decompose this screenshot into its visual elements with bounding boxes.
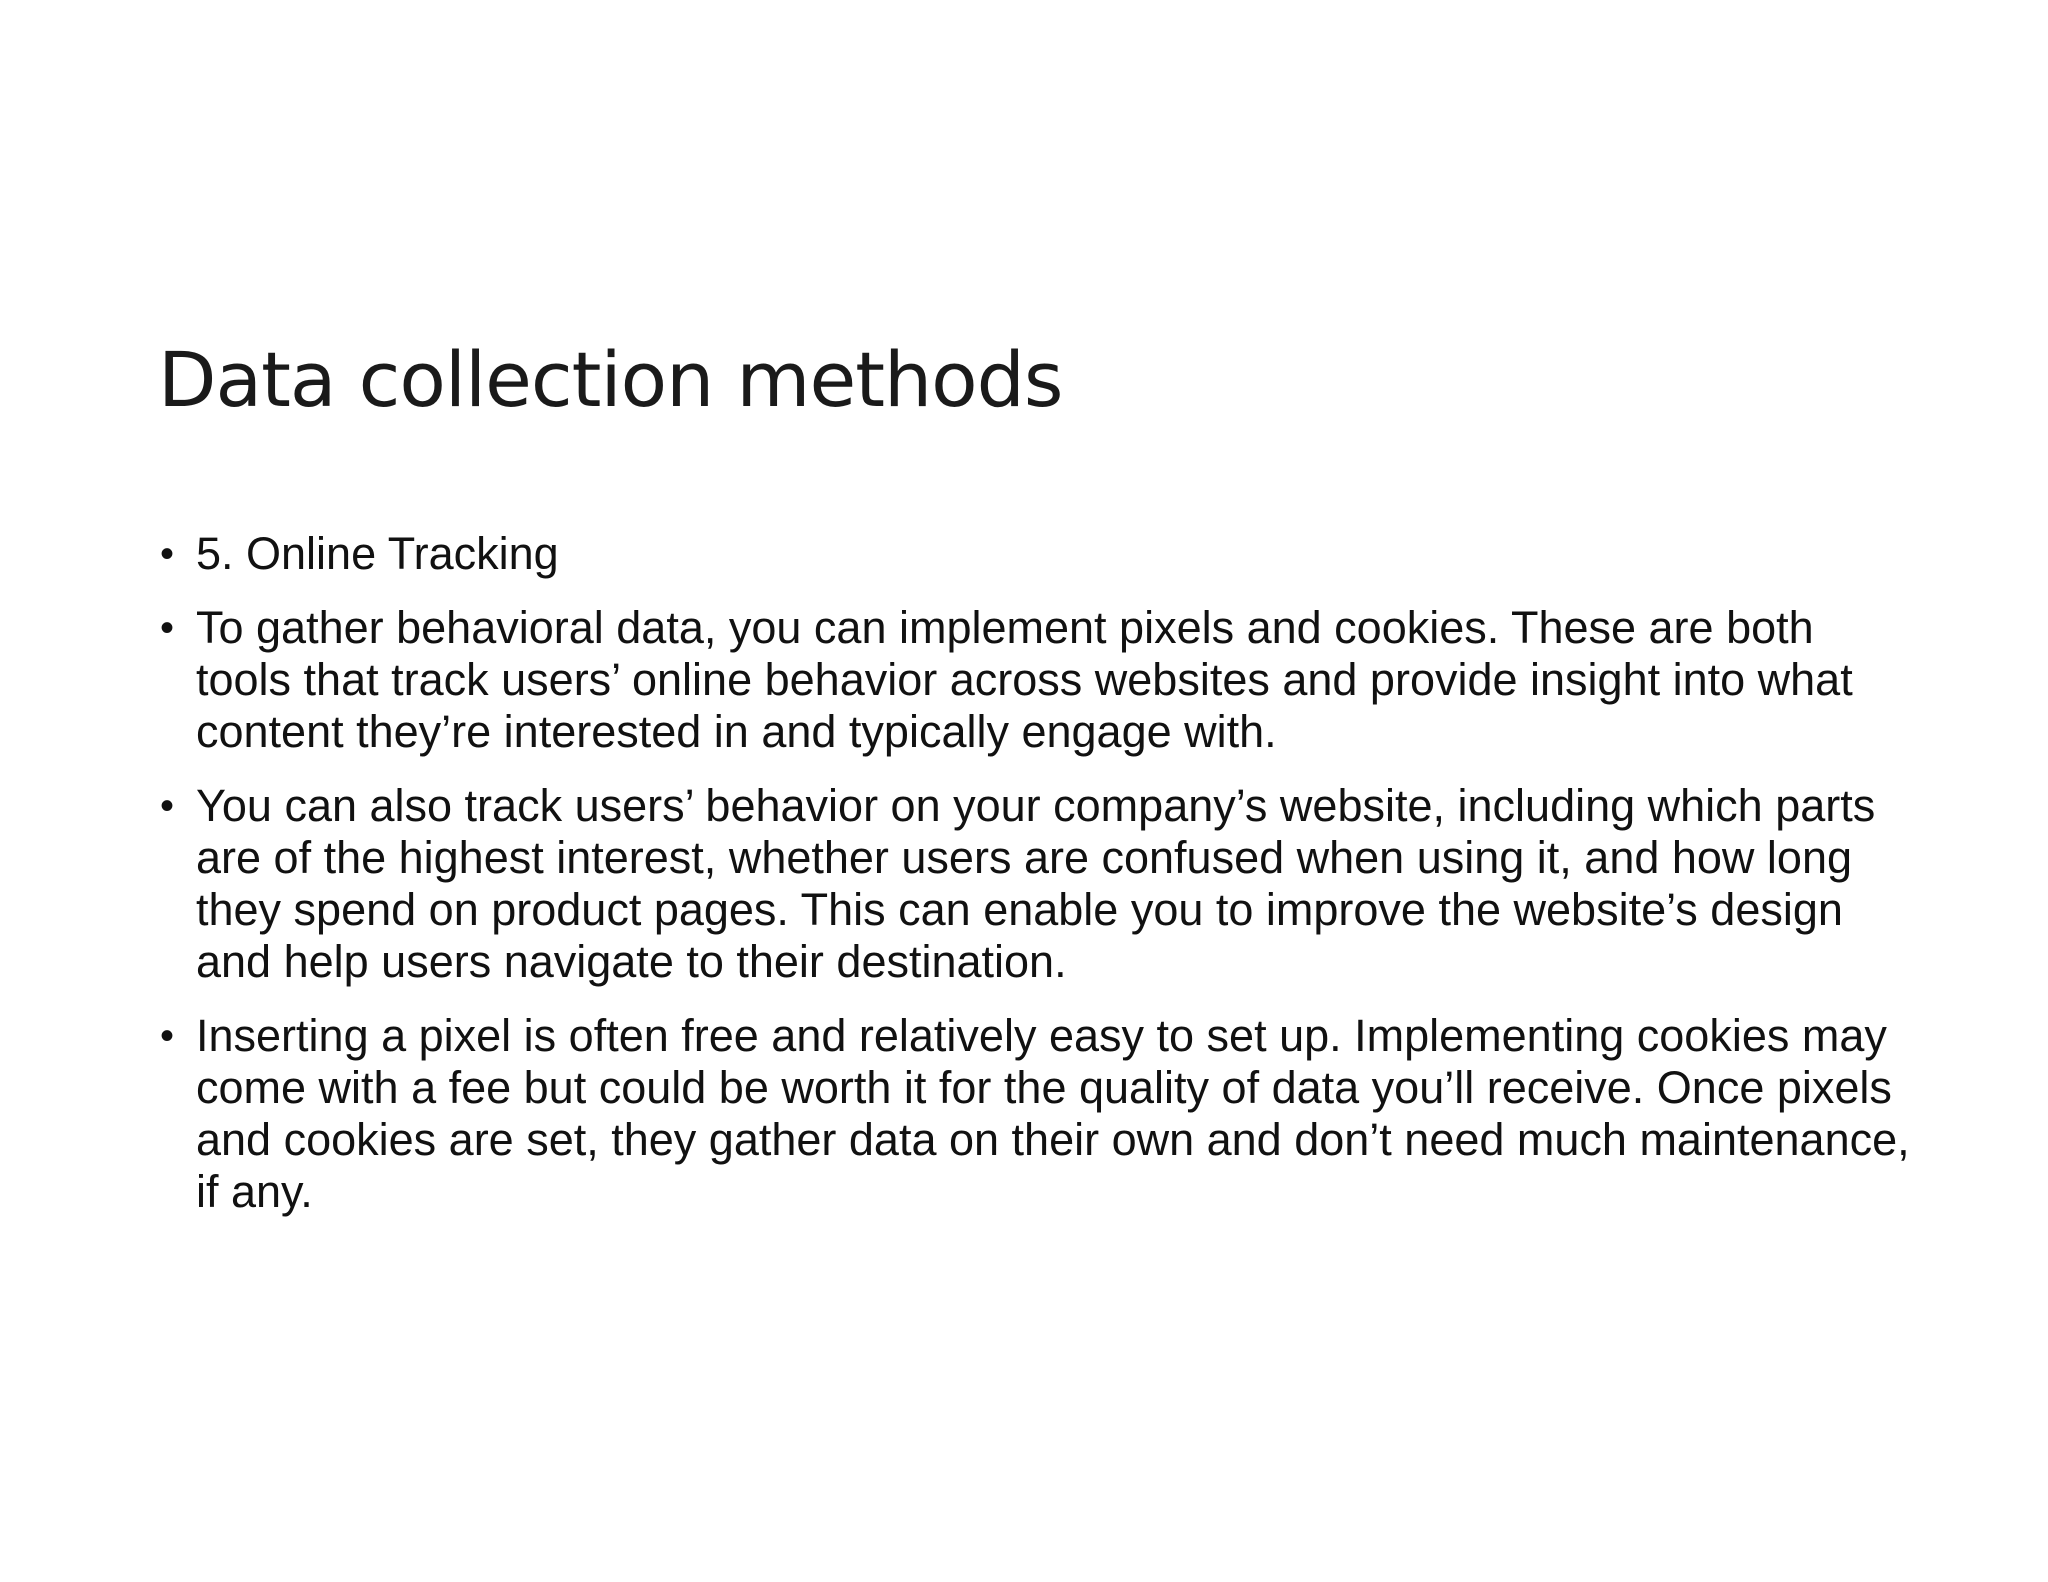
bullet-dot-icon: •	[160, 1014, 175, 1058]
bullet-dot-icon: •	[160, 606, 175, 650]
bullet-item-online-tracking	[160, 528, 1920, 580]
bullet-dot-icon: •	[160, 532, 175, 576]
bullet-dot-icon: •	[160, 784, 175, 828]
bullet-text: Inserting a pixel is often free and relatively easy to set up. Implementing cookies may come with a fee but could be worth it for the quality of data you’ll receive. Once pixels and cookies are set, they gather data on their own and don’t need much maintenance, if any.	[196, 1010, 1910, 1217]
bullet-text: To gather behavioral data, you can implement pixels and cookies. These are both tools that track users’ online behavior across websites and provide insight into what content they’re interested in and typically engage with.	[196, 602, 1853, 757]
slide-title: Data collection methods	[158, 335, 1063, 424]
bullet-item-pixel-cost	[160, 1010, 1920, 1218]
bullet-list	[160, 528, 1920, 1240]
bullet-text: 5. Online Tracking	[196, 528, 559, 579]
bullet-text: You can also track users’ behavior on your company’s website, including which parts are of the highest interest, whether users are confused when using it, and how long they spend on product pages. This can enable you to improve the website’s design and help users navigate to their destination.	[196, 780, 1876, 987]
bullet-item-website-tracking	[160, 780, 1920, 988]
bullet-item-pixels-cookies	[160, 602, 1920, 758]
